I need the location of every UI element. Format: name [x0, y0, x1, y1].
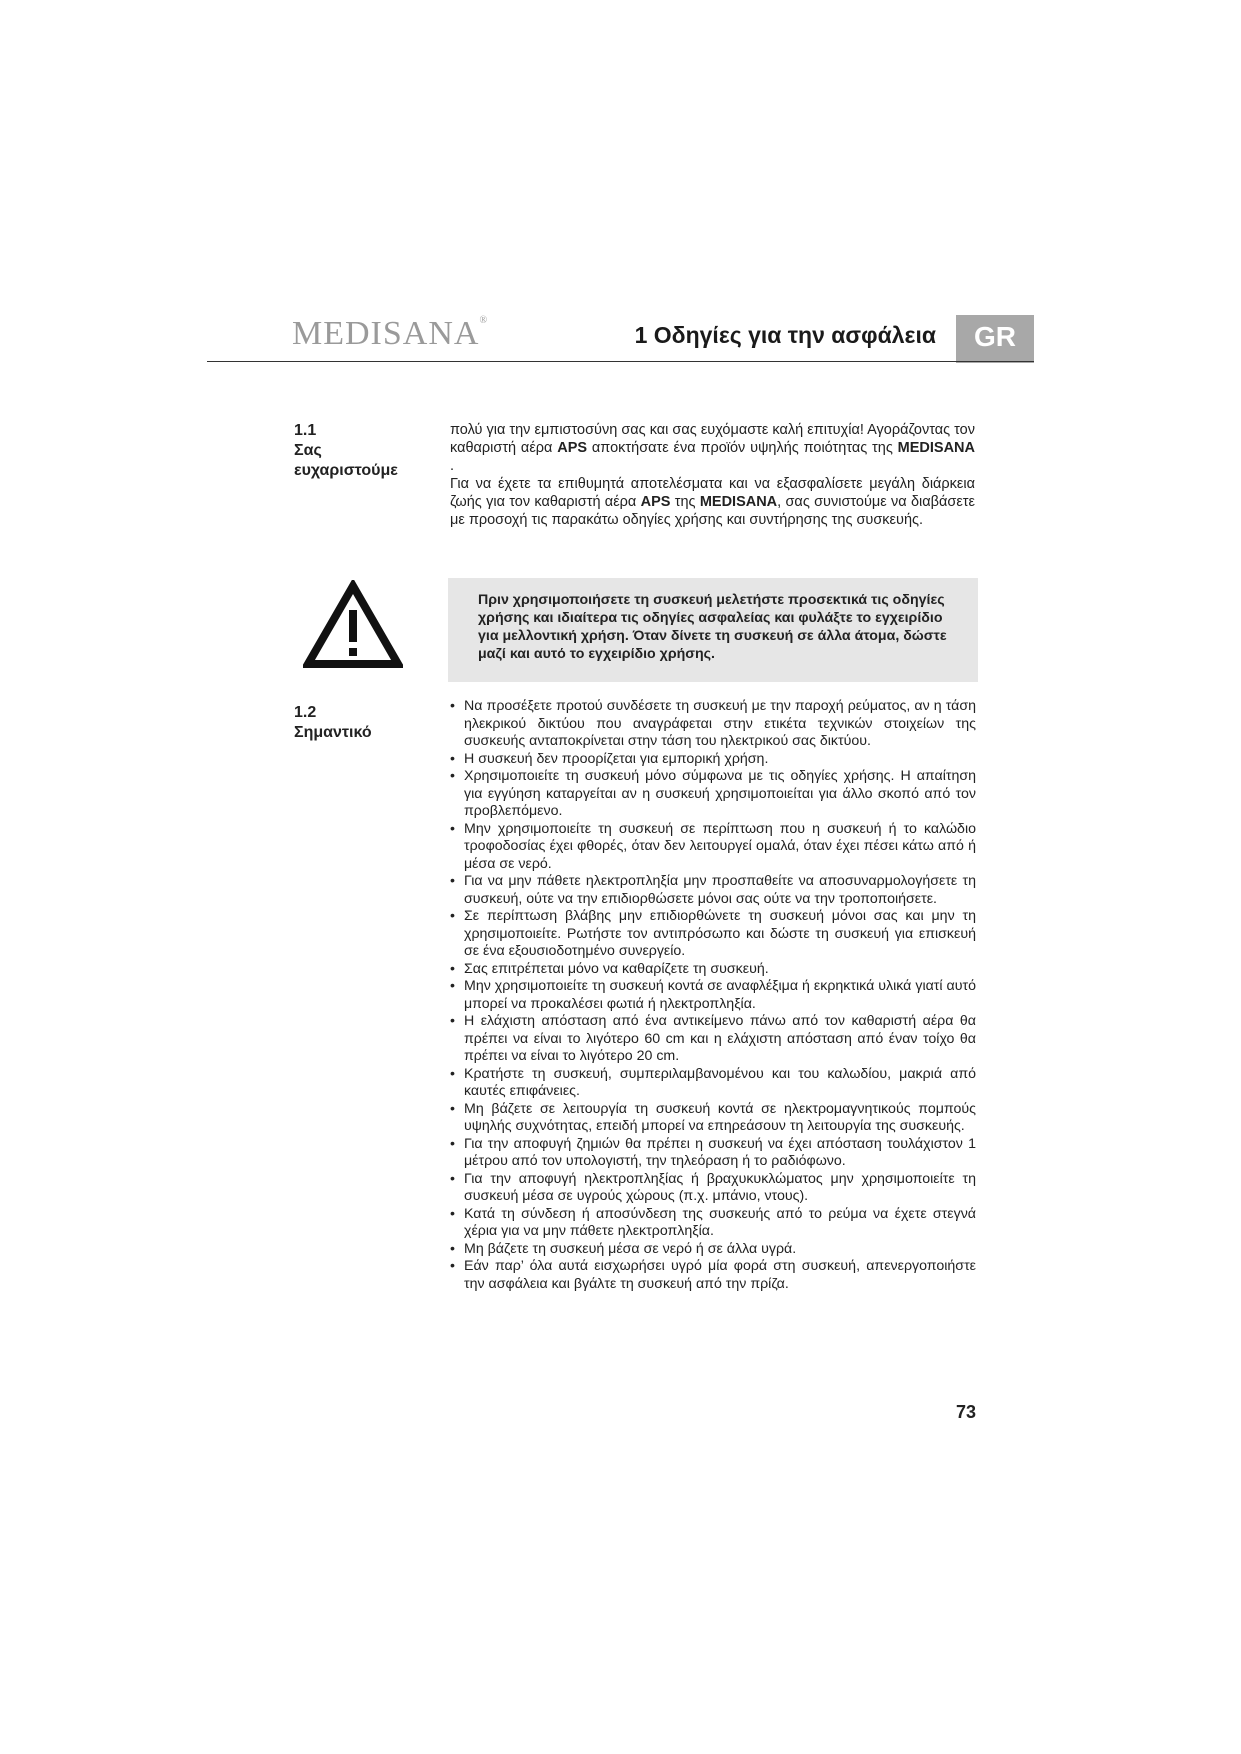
para1-text-c: .: [450, 458, 455, 474]
list-item: • Για να μην πάθετε ηλεκτροπληξία μην προσπαθείτε να αποσυναρμολογήσετε τη συσκευή, ούτε να την επιδιορθώσετε μόνοι σας ούτε να την τροποποιήσετε.: [448, 873, 976, 908]
safety-list: [448, 698, 976, 1293]
section-1-title-line-1: Σας: [294, 442, 322, 459]
list-item: • Χρησιμοποιείτε τη συσκευή μόνο σύμφωνα με τις οδηγίες χρήσης. Η απαίτηση για εγγύηση καταργείται αν η συσκευή χρησιμοποιείται για άλλο σκοπό από τον προβλεπόμενο.: [448, 768, 976, 821]
section-1-number: 1.1: [294, 422, 317, 439]
list-item: • Εάν παρ’ όλα αυτά εισχωρήσει υγρό μία φορά στη συσκευή, απενεργοποιήστε την ασφάλεια και βγάλτε τη συσκευή από την πρίζα.: [448, 1258, 976, 1293]
para1-brand: MEDISANA: [897, 440, 975, 456]
para1-aps: APS: [557, 440, 588, 456]
para2-text-a: Για να έχετε τα επιθυμητά αποτελέσματα και να εξασφαλίσετε μεγάλη διάρκεια ζωής για τον καθαριστή αέρα: [450, 476, 975, 510]
section-2-title: Σημαντικό: [294, 724, 372, 741]
brand-logo: [292, 315, 488, 353]
list-item: • Κατά τη σύνδεση ή αποσύνδεση της συσκευής από το ρεύμα να έχετε στεγνά χέρια για να μην πάθετε ηλεκτροπληξία.: [448, 1206, 976, 1241]
para1-text-a: πολύ για την εμπιστοσύνη σας και σας ευχόμαστε καλή επιτυχία! Αγοράζοντας τον καθαριστή αέρα: [450, 422, 975, 456]
logo-text: MEDISANA: [292, 315, 480, 352]
section-1-paragraph-1: [450, 421, 975, 475]
para2-brand: MEDISANA: [699, 494, 778, 510]
list-item: • Κρατήστε τη συσκευή, συμπεριλαμβανομένου και του καλωδίου, μακριά από καυτές επιφάνειες.: [448, 1066, 976, 1101]
section-2-number: 1.2: [294, 704, 317, 721]
section-1-label: [294, 421, 398, 481]
list-item: • Μην χρησιμοποιείτε τη συσκευή κοντά σε αναφλέξιμα ή εκρηκτικά υλικά γιατί αυτό μπορεί να προκαλέσει φωτιά ή ηλεκτροπληξία.: [448, 978, 976, 1013]
para2-text-c: , σας συνιστούμε να διαβάσετε με προσοχή τις παρακάτω οδηγίες χρήσης και συντήρησης της συσκευής.: [450, 494, 975, 528]
section-1-paragraph-2: [450, 475, 975, 529]
page-number: 73: [956, 1402, 977, 1422]
page-title: 1 Οδηγίες για την ασφάλεια: [634, 322, 936, 348]
language-tab: GR: [956, 315, 1034, 363]
list-item: • Μη βάζετε τη συσκευή μέσα σε νερό ή σε άλλα υγρά.: [448, 1241, 976, 1259]
list-item: • Σε περίπτωση βλάβης μην επιδιορθώνετε τη συσκευή μόνοι σας και μην τη χρησιμοποιείτε. Ρωτήστε τον αντιπρόσωπο και δώστε τη συσκευή για επισκευή σε ένα εξουσιοδοτημένο συνεργείο.: [448, 908, 976, 961]
list-item: • Μην χρησιμοποιείτε τη συσκευή σε περίπτωση που η συσκευή ή το καλώδιο τροφοδοσίας έχει φθορές, όταν δεν λειτουργεί ομαλά, όταν έχει πέσει κάτω από ή μέσα σε νερό.: [448, 821, 976, 874]
list-item: • Για την αποφυγή ζημιών θα πρέπει η συσκευή να έχει απόσταση τουλάχιστον 1 μέτρου από τον υπολογιστή, την τηλεόραση ή το ραδιόφωνο.: [448, 1136, 976, 1171]
warning-text: Πριν χρησιμοποιήσετε τη συσκευή μελετήστε προσεκτικά τις οδηγίες χρήσης και ιδιαίτερα τις οδηγίες ασφαλείας και φυλάξτε το εγχειρίδιο για μελλοντική χρήση. Όταν δίνετε τη συσκευή σε άλλα άτομα, δώστε μαζί και αυτό το εγχειρίδιο χρήσης.: [478, 592, 947, 662]
section-2-label: [294, 703, 372, 743]
section-1-title-line-2: ευχαριστούμε: [294, 462, 398, 479]
warning-box: [448, 578, 978, 682]
list-item: • Μη βάζετε σε λειτουργία τη συσκευή κοντά σε ηλεκτρομαγνητικούς πομπούς υψηλής συχνότητας, επειδή μπορεί να επηρεάσουν τη λειτουργία της συσκευής.: [448, 1101, 976, 1136]
warning-triangle-icon: [303, 580, 403, 670]
header-divider: [207, 361, 1034, 362]
section-1-body: [450, 421, 975, 529]
list-item: • Να προσέξετε προτού συνδέσετε τη συσκευή με την παροχή ρεύματος, αν η τάση ηλεκρικού δικτύου που αναγράφεται στην ετικέτα τεχνικών στοιχείων της συσκευής ανταποκρίνεται στην τάση του ηλεκτρικού σας δικτύου.: [448, 698, 976, 751]
para2-text-b: της: [670, 494, 700, 510]
list-item: • Σας επιτρέπεται μόνο να καθαρίζετε τη συσκευή.: [448, 961, 976, 979]
list-item: • Η συσκευή δεν προορίζεται για εμπορική χρήση.: [448, 751, 976, 769]
para1-text-b: αποκτήσατε ένα προϊόν υψηλής ποιότητας της: [587, 440, 898, 456]
list-item: • Η ελάχιστη απόσταση από ένα αντικείμενο πάνω από τον καθαριστή αέρα θα πρέπει να είναι το λιγότερο 60 cm και η ελάχιστη απόσταση από έναν τοίχο θα πρέπει να είναι το λιγότερο 20 cm.: [448, 1013, 976, 1066]
registered-mark: ®: [479, 315, 489, 326]
para2-aps: APS: [640, 494, 671, 510]
list-item: • Για την αποφυγή ηλεκτροπληξίας ή βραχυκυκλώματος μην χρησιμοποιείτε τη συσκευή μέσα σε υγρούς χώρους (π.χ. μπάνιο, ντους).: [448, 1171, 976, 1206]
